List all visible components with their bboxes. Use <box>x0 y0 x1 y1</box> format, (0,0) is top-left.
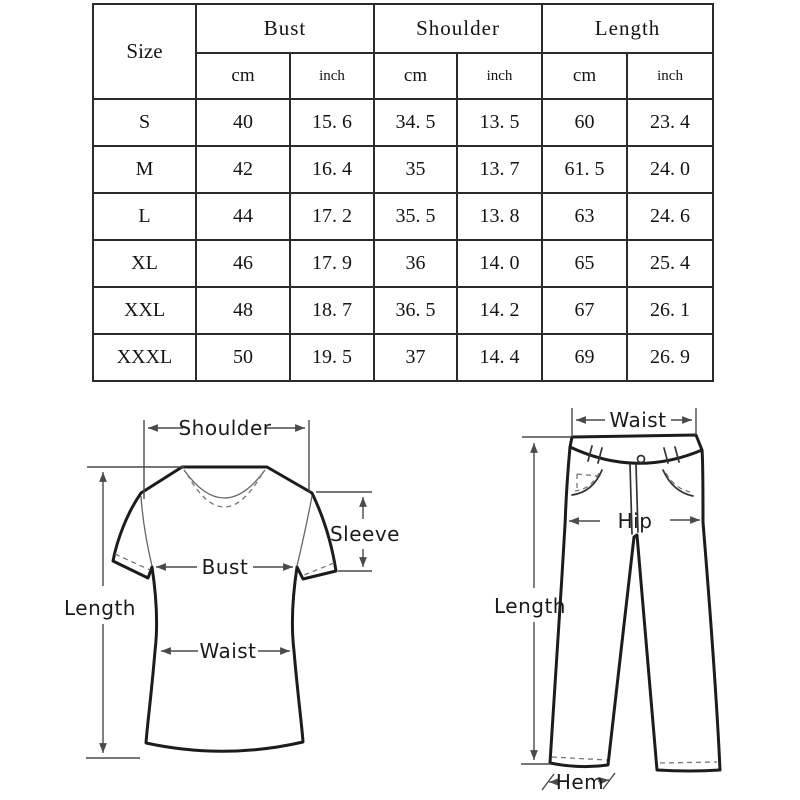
table-cell: 23. 4 <box>627 99 713 146</box>
table-cell: 26. 9 <box>627 334 713 381</box>
table-cell: 26. 1 <box>627 287 713 334</box>
pants-waist-dimension <box>572 408 696 437</box>
pants-length-label: Length <box>494 594 566 618</box>
table-cell: 16. 4 <box>290 146 374 193</box>
pants-legs-outline <box>550 447 720 771</box>
table-cell: 40 <box>196 99 290 146</box>
table-cell: 25. 4 <box>627 240 713 287</box>
table-cell: 17. 9 <box>290 240 374 287</box>
table-cell: 48 <box>196 287 290 334</box>
row-label: S <box>93 99 196 146</box>
unit-header: cm <box>542 53 627 99</box>
table-cell: 13. 8 <box>457 193 542 240</box>
table-cell: 14. 0 <box>457 240 542 287</box>
unit-header: cm <box>196 53 290 99</box>
table-cell: 13. 5 <box>457 99 542 146</box>
table-cell: 14. 2 <box>457 287 542 334</box>
shirt-waist-label: Waist <box>199 639 257 663</box>
table-row <box>93 334 713 381</box>
table-cell: 24. 0 <box>627 146 713 193</box>
table-cell: 15. 6 <box>290 99 374 146</box>
table-cell: 35. 5 <box>374 193 457 240</box>
table-cell: 67 <box>542 287 627 334</box>
unit-header: inch <box>290 53 374 99</box>
row-label: XXL <box>93 287 196 334</box>
table-cell: 18. 7 <box>290 287 374 334</box>
table-cell: 13. 7 <box>457 146 542 193</box>
table-cell: 61. 5 <box>542 146 627 193</box>
table-cell: 36. 5 <box>374 287 457 334</box>
bust-group-header: Bust <box>196 4 374 53</box>
unit-header: inch <box>627 53 713 99</box>
table-row <box>93 287 713 334</box>
shoulder-group-header: Shoulder <box>374 4 542 53</box>
table-cell: 44 <box>196 193 290 240</box>
shoulder-label: Shoulder <box>178 416 272 440</box>
table-cell: 63 <box>542 193 627 240</box>
row-label: L <box>93 193 196 240</box>
table-row <box>93 240 713 287</box>
table-cell: 50 <box>196 334 290 381</box>
table-cell: 34. 5 <box>374 99 457 146</box>
hem-label: Hem <box>555 770 605 794</box>
tshirt-outline <box>113 467 336 751</box>
table-cell: 60 <box>542 99 627 146</box>
table-row <box>93 99 713 146</box>
hip-label: Hip <box>617 509 653 533</box>
table-row <box>93 193 713 240</box>
table-cell: 42 <box>196 146 290 193</box>
row-label: M <box>93 146 196 193</box>
length-group-header: Length <box>542 4 713 53</box>
hem-dimension <box>542 770 615 794</box>
size-header-cell: Size <box>93 4 196 99</box>
table-cell: 17. 2 <box>290 193 374 240</box>
pants-diagram <box>494 408 720 794</box>
table-cell: 14. 4 <box>457 334 542 381</box>
row-label: XL <box>93 240 196 287</box>
table-row <box>93 146 713 193</box>
table-cell: 19. 5 <box>290 334 374 381</box>
table-cell: 36 <box>374 240 457 287</box>
unit-header: inch <box>457 53 542 99</box>
shirt-length-label: Length <box>64 596 136 620</box>
sleeve-label: Sleeve <box>329 522 401 546</box>
table-cell: 69 <box>542 334 627 381</box>
table-cell: 37 <box>374 334 457 381</box>
row-label: XXXL <box>93 334 196 381</box>
unit-header: cm <box>374 53 457 99</box>
tshirt-diagram <box>64 416 400 758</box>
table-cell: 46 <box>196 240 290 287</box>
bust-label: Bust <box>201 555 249 579</box>
table-cell: 35 <box>374 146 457 193</box>
pants-waist-label: Waist <box>609 408 667 432</box>
table-cell: 24. 6 <box>627 193 713 240</box>
table-cell: 65 <box>542 240 627 287</box>
size-chart-table <box>92 3 714 382</box>
